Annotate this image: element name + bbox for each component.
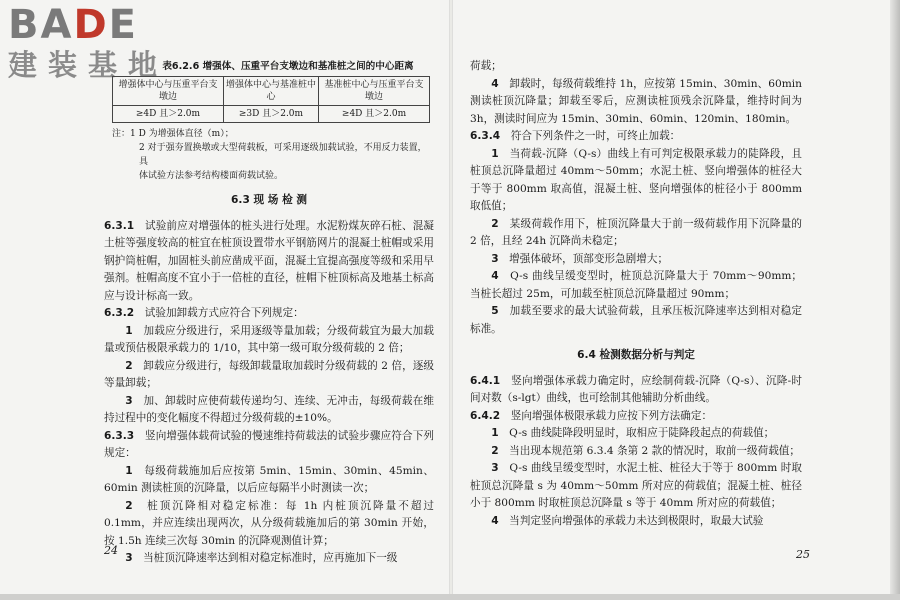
clause-item: 2 桩顶沉降相对稳定标准：每 1h 内桩顶沉降量不超过 0.1mm，并应连续出现两次，从分级荷载施加后的第 30min 开始，按 1.5h 连续三次每 30min 的沉降观测值计算； — [104, 499, 435, 547]
clause-6-3-3: 6.3.3 竖向增强体载荷试验的慢速维持荷载法的试验步骤应符合下列规定： — [104, 429, 435, 459]
left-page — [104, 58, 434, 568]
clause-item: 1 当荷载-沉降（Q-s）曲线上有可判定极限承载力的陡降段，且桩顶总沉降量超过 40mm～50mm；水泥土桩、竖向增强体的桩径大于等于 800mm 取高值，混凝土桩、竖向增强体的桩径小于 800mm 取低值； — [470, 147, 802, 212]
logo-wordmark: BADE — [8, 2, 138, 48]
clause-6-3-1: 6.3.1 试验前应对增强体的桩头进行处理。水泥粉煤灰碎石桩、混凝土桩等强度较高的桩宜在桩顶设置带水平钢筋网片的混凝土桩帽或采用钢护筒桩帽，加固桩头前应凿成平面，混凝土宜提高强度等级和采用早强剂。桩帽高度不宜小于一倍桩的直径，桩帽下桩顶标高及地基土标高应与设计标高一致。 — [104, 219, 435, 302]
clause-item: 5 加载至要求的最大试验荷载，且承压板沉降速率达到相对稳定标准。 — [470, 305, 803, 335]
clause-item: 1 Q-s 曲线陡降段明显时，取相应于陡降段起点的荷载值； — [491, 427, 775, 439]
table-cell: ≥4D 且＞2.0m — [113, 106, 224, 123]
table-header-cell: 增强体中心与基准桩中心 — [223, 77, 318, 106]
page-edge-bottom — [0, 594, 900, 600]
page-fold — [449, 0, 453, 600]
right-page — [470, 58, 802, 530]
logo-subtitle: 建装基地 — [8, 48, 169, 82]
section-heading-6-4: 6.4 检测数据分析与判定 — [577, 349, 695, 361]
distance-table — [112, 76, 430, 123]
table-header-cell: 增强体中心与压重平台支墩边 — [113, 77, 224, 106]
note-2: 2 对于强夯置换墩或大型荷载板，可采用逐级加载试验，不用反力装置，具 — [139, 143, 427, 167]
clause-6-4-2: 6.4.2 竖向增强体极限承载力应按下列方法确定： — [470, 409, 713, 422]
table-cell: ≥3D 且＞2.0m — [223, 106, 318, 123]
page-number-left: 24 — [104, 544, 118, 557]
clause-item: 2 某级荷载作用下，桩顶沉降量大于前一级荷载作用下沉降量的 2 倍，且经 24h 沉降尚未稳定； — [470, 217, 803, 247]
continued-text: 荷载； — [470, 60, 502, 72]
table-title: 表6.2.6 增强体、压重平台支墩边和基准桩之间的中心距离 — [162, 61, 414, 72]
clause-item: 1 每级荷载施加后应按第 5min、15min、30min、45min、60min 测读桩顶的沉降量，以后应每隔半小时测读一次； — [104, 464, 435, 494]
clause-item: 1 加载应分级进行，采用逐级等量加载；分级荷载宜为最大加载量或预估极限承载力的 1/10，其中第一级可取分级荷载的 2 倍； — [104, 324, 434, 354]
clause-item: 4 当判定竖向增强体的承载力未达到极限时，取最大试验 — [491, 514, 764, 527]
clause-item: 4 Q-s 曲线呈缓变型时，桩顶总沉降量大于 70mm～90mm；当桩长超过 25m，可加载至桩顶总沉降量超过 90mm； — [470, 270, 803, 300]
section-heading-6-3: 6.3 现 场 检 测 — [231, 194, 307, 206]
table-header-cell: 基准桩中心与压重平台支墩边 — [319, 77, 430, 106]
note-2-cont: 体试验方法参考结构楼面荷载试验。 — [139, 171, 284, 181]
clause-6-4-1: 6.4.1 竖向增强体承载力确定时，应绘制荷载-沉降（Q-s）、沉降-时间对数（s-lgt）曲线，也可绘制其他辅助分析曲线。 — [470, 374, 803, 404]
clause-item: 3 增强体破坏，顶部变形急剧增大； — [491, 252, 669, 265]
clause-item: 3 加、卸载时应使荷载传递均匀、连续、无冲击，每级荷载在维持过程中的变化幅度不得超过分级荷载的±10%。 — [104, 394, 434, 424]
clause-item: 3 Q-s 曲线呈缓变型时，水泥土桩、桩径大于等于 800mm 时取桩顶总沉降量 s 为 40mm～50mm 所对应的荷载值；混凝土桩、桩径小于 800mm 时取桩顶总沉降量 s 等于 40mm 所对应的荷载值； — [470, 462, 802, 509]
clause-item: 4 卸载时，每级荷载维持 1h，应按第 15min、30min、60min 测读桩顶沉降量；卸载至零后，应测读桩顶残余沉降量，维持时间为 3h，测读时间应为 15min、30min、60min、120min、180min。 — [470, 77, 803, 125]
table-notes — [112, 127, 434, 183]
page-edge-right — [890, 0, 900, 600]
page-number-right: 25 — [796, 548, 810, 561]
note-1: 注：1 D 为增强体直径（m）； — [112, 129, 234, 139]
clause-6-3-2: 6.3.2 试验加卸载方式应符合下列规定： — [104, 307, 304, 319]
clause-6-3-4: 6.3.4 符合下列条件之一时，可终止加载： — [470, 130, 681, 142]
clause-item: 2 当出现本规范第 6.3.4 条第 2 款的情况时，取前一级荷载值； — [491, 444, 800, 457]
table-cell: ≥4D 且＞2.0m — [319, 106, 430, 123]
clause-item: 3 当桩顶沉降速率达到相对稳定标准时，应再施加下一级 — [125, 552, 398, 564]
clause-item: 2 卸载应分级进行，每级卸载量取加载时分级荷载的 2 倍，逐级等量卸载； — [104, 359, 434, 389]
